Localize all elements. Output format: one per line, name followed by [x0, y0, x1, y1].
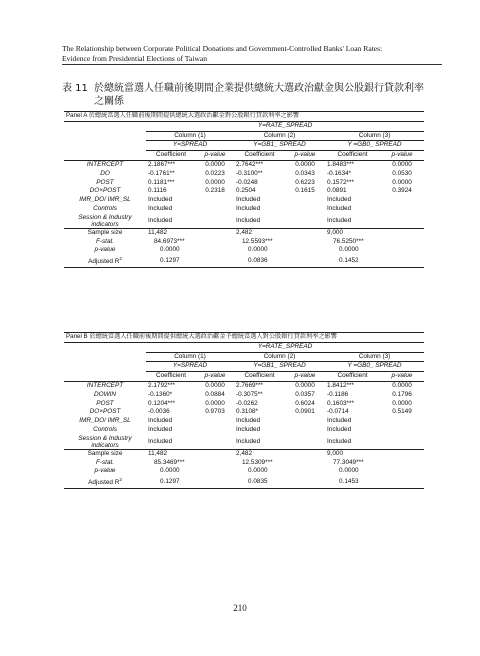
running-header [62, 44, 442, 65]
p-value-cell: 0.0000 [392, 381, 412, 389]
stat-value: 11,482 [148, 228, 168, 236]
stat-value: 0.0000 [160, 467, 180, 475]
coefficient-cell: Included [327, 204, 352, 212]
coefficient-cell: Included [327, 425, 352, 433]
p-value-cell: 0.0000 [392, 178, 412, 186]
coefficient-cell: Included [148, 196, 173, 204]
p-value-cell: 0.0530 [392, 169, 412, 177]
coefficient-cell: -0.0248 [236, 178, 258, 186]
table-row [64, 170, 424, 179]
table-row [64, 400, 424, 409]
coefficient-cell: 2.1792*** [148, 381, 176, 389]
table-row [64, 187, 424, 196]
p-value-cell: 0.5149 [392, 408, 412, 416]
stat-value: 0.0835 [234, 476, 325, 488]
coefficient-cell: Included [146, 435, 196, 450]
panel-b-table [64, 332, 424, 489]
p-value-cell [196, 205, 234, 214]
table-row [64, 205, 424, 214]
coefficient-cell: 0.3108* [236, 408, 259, 416]
sample-size-row [64, 449, 424, 458]
p-value-cell [285, 426, 325, 435]
p-value-cell [196, 196, 234, 205]
coefficient-cell: -0.1186 [327, 390, 349, 398]
coefficient-cell: Included [234, 214, 285, 229]
stat-value: 76.5250*** [333, 237, 364, 245]
stat-value: 0.0000 [339, 467, 359, 475]
stat-label-text: p-value [94, 246, 116, 254]
p-value-cell [285, 205, 325, 214]
table-row [64, 179, 424, 188]
coefficient-cell: 0.1116 [148, 187, 167, 195]
header-line-2: Evidence from Presidential Elections of Taiwan [62, 54, 442, 66]
stat-header: p-value [196, 372, 234, 382]
stat-label [64, 449, 146, 458]
p-value-cell [285, 214, 325, 229]
stat-header: p-value [380, 372, 424, 382]
row-label: DOWIN [93, 390, 116, 398]
coefficient-cell: Included [148, 425, 173, 433]
model-spec: Y=GB1_ SPREAD [234, 362, 325, 372]
p-value-cell: 0.0000 [295, 160, 315, 168]
p-value-cell: 0.0000 [205, 399, 225, 407]
coefficient-cell: Included [327, 417, 352, 425]
p-value-cell [380, 426, 424, 435]
p-value-row [64, 246, 424, 255]
coefficient-cell: 0.1603*** [327, 399, 355, 407]
p-value-cell: 0.0223 [205, 169, 225, 177]
coefficient-cell: 0.1204*** [148, 399, 176, 407]
p-value-cell [196, 426, 234, 435]
stat-value: 0.0000 [339, 246, 359, 254]
p-value-cell [380, 196, 424, 205]
stat-label [64, 255, 146, 267]
row-label: DO [100, 169, 110, 177]
row-label: IMR_DO/ IMR_SL [79, 417, 131, 425]
coefficient-cell: -0.0036 [148, 408, 170, 416]
stat-header: p-value [285, 151, 325, 161]
f-stat-row [64, 238, 424, 247]
p-value-cell: 0.0901 [295, 408, 315, 416]
coefficient-cell: -0.3100** [236, 169, 263, 177]
coefficient-cell: 0.1181*** [148, 178, 175, 186]
stat-label-text: Sample size [87, 228, 123, 236]
row-label: Session & Industry indicators [64, 214, 146, 229]
stat-value: 0.0000 [160, 246, 180, 254]
stat-value: 85.3469*** [154, 458, 185, 466]
p-value-cell: 0.0343 [295, 169, 315, 177]
table-row [64, 417, 424, 426]
stat-value: 0.1297 [146, 476, 234, 488]
superscript: 2 [119, 477, 122, 483]
coefficient-cell: Included [236, 204, 261, 212]
p-value-cell: 0.0000 [205, 160, 225, 168]
coefficient-cell: -0.1761** [148, 169, 175, 177]
coefficient-cell: Included [236, 425, 261, 433]
coefficient-cell: 2.7669*** [236, 381, 264, 389]
stat-label [64, 467, 146, 476]
stat-value: 2,482 [236, 449, 252, 457]
adjusted-r2-row [64, 476, 424, 488]
table-row [64, 408, 424, 417]
table-row [64, 214, 424, 229]
p-value-cell [380, 417, 424, 426]
row-label: DO×POST [89, 408, 121, 416]
table-title-line-2: 之關係 [94, 96, 124, 107]
p-value-cell [285, 196, 325, 205]
row-label: INTERCEPT [86, 160, 124, 168]
stat-label [64, 476, 146, 488]
p-value-cell [196, 417, 234, 426]
sample-size-row [64, 228, 424, 237]
column-header: Column (1) [174, 131, 206, 139]
stat-header: p-value [380, 151, 424, 161]
stat-value: 9,000 [327, 449, 343, 457]
stat-label-text: Adjusted R [88, 258, 120, 266]
stat-label-text: Sample size [87, 449, 123, 457]
coefficient-cell: -0.1360* [148, 390, 173, 398]
stat-label-text: p-value [94, 467, 116, 475]
coefficient-cell: 0.0891 [327, 187, 347, 195]
stat-value: 0.1297 [146, 255, 234, 267]
stat-value: 9,000 [327, 228, 343, 236]
stat-value: 0.1453 [325, 476, 424, 488]
stat-header: Coefficient [325, 372, 380, 382]
panel-title: Panel A 於總統當選人任職前後期間提供總統大選政治獻金對公股銀行貸款利率之影響 [64, 112, 424, 122]
model-spec: Y=SPREAD [146, 362, 234, 372]
p-value-cell: 0.9703 [205, 408, 225, 416]
row-label: IMR_DO/ IMR_SL [79, 196, 131, 204]
stat-header: Coefficient [146, 372, 196, 382]
stat-value: 77.3049*** [333, 458, 364, 466]
row-label: POST [96, 399, 114, 407]
stat-value: 84.6973*** [154, 237, 185, 245]
p-value-cell: 0.0000 [205, 381, 225, 389]
stat-value: 2,482 [236, 228, 252, 236]
coefficient-cell: 1.8483*** [327, 160, 355, 168]
stat-label-text: F-stat. [95, 458, 115, 466]
coefficient-cell: 2.7642*** [236, 160, 264, 168]
coefficient-cell: Included [325, 214, 380, 229]
stat-header: p-value [285, 372, 325, 382]
p-value-cell [285, 417, 325, 426]
coefficient-cell: Included [146, 214, 196, 229]
stat-header: Coefficient [234, 372, 285, 382]
stat-value: 11,482 [148, 449, 168, 457]
table-row [64, 160, 424, 169]
f-stat-row [64, 459, 424, 468]
stat-label [64, 228, 146, 237]
coefficient-cell: 1.8412*** [327, 381, 355, 389]
row-label-blank [64, 372, 146, 382]
stat-value: 0.0000 [248, 246, 268, 254]
p-value-cell [380, 205, 424, 214]
stat-value: 0.0000 [248, 467, 268, 475]
dependent-variable: Y=RATE_SPREAD [146, 342, 424, 352]
stat-label [64, 238, 146, 247]
coefficient-cell: 0.2504 [236, 187, 256, 195]
coefficient-cell: Included [236, 417, 261, 425]
stat-value: 0.0836 [234, 255, 325, 267]
stat-value: 0.1452 [325, 255, 424, 267]
stat-value: 12.5593*** [242, 237, 273, 245]
stat-header: p-value [196, 151, 234, 161]
p-value-cell [380, 435, 424, 450]
p-value-cell: 0.1796 [392, 390, 412, 398]
coefficient-cell: Included [148, 417, 173, 425]
p-value-cell [380, 214, 424, 229]
row-label: DO×POST [89, 187, 121, 195]
coefficient-cell: Included [236, 196, 261, 204]
p-value-cell: 0.2318 [205, 187, 225, 195]
column-header: Column (3) [358, 131, 391, 139]
header-line-1: The Relationship between Corporate Political Donations and Government-Controlled Banks' Loan Rates: [62, 44, 383, 53]
row-label: Session & Industry indicators [64, 435, 146, 450]
model-spec: Y =GB0_ SPREAD [325, 362, 424, 372]
row-label: POST [96, 178, 114, 186]
adjusted-r2-row [64, 255, 424, 267]
dependent-variable: Y=RATE_SPREAD [146, 121, 424, 131]
stat-label [64, 246, 146, 255]
p-value-cell: 0.0884 [205, 390, 225, 398]
stat-label [64, 459, 146, 468]
table-row [64, 435, 424, 450]
table-row [64, 426, 424, 435]
model-spec: Y =GB0_ SPREAD [325, 141, 424, 151]
table-number: 表 11 [62, 83, 88, 94]
p-value-cell: 0.0357 [295, 390, 315, 398]
table-row [64, 391, 424, 400]
coefficient-cell: 0.1572*** [327, 178, 355, 186]
p-value-cell [196, 214, 234, 229]
row-label: Controls [93, 425, 117, 433]
model-spec: Y=SPREAD [146, 141, 234, 151]
coefficient-cell: Included [148, 204, 173, 212]
panel-a-table [64, 111, 424, 268]
column-header: Column (2) [263, 352, 296, 360]
coefficient-cell: Included [325, 435, 380, 450]
table-row [64, 381, 424, 390]
p-value-cell: 0.6223 [295, 178, 315, 186]
coefficient-cell: -0.0262 [236, 399, 258, 407]
stat-value: 12.5309*** [242, 458, 273, 466]
model-spec: Y=GB1_ SPREAD [234, 141, 325, 151]
column-header: Column (2) [263, 131, 296, 139]
stat-header: Coefficient [325, 151, 380, 161]
superscript: 2 [119, 256, 122, 262]
panel-title: Panel B 於總統當選人任職前後期間提供總統大選政治獻金予總統當選人對公股銀行貸款利率之影響 [64, 333, 424, 343]
table-title [62, 82, 442, 108]
row-label: INTERCEPT [86, 381, 124, 389]
row-label-blank [64, 151, 146, 161]
coefficient-cell: Included [327, 196, 352, 204]
p-value-cell: 0.6024 [295, 399, 315, 407]
stat-header: Coefficient [234, 151, 285, 161]
p-value-cell: 0.0000 [295, 381, 315, 389]
p-value-cell: 0.0000 [392, 160, 412, 168]
p-value-cell: 0.0000 [392, 399, 412, 407]
p-value-cell: 0.3924 [392, 187, 412, 195]
table-title-line-1: 於總統當選人任職前後期間企業提供總統大選政治獻金與公股銀行貸款利率 [94, 83, 424, 94]
table-row [64, 196, 424, 205]
coefficient-cell: -0.1634* [327, 169, 352, 177]
coefficient-cell: 2.1867*** [148, 160, 176, 168]
p-value-cell [196, 435, 234, 450]
p-value-cell [285, 435, 325, 450]
coefficient-cell: -0.3075** [236, 390, 263, 398]
page-number: 210 [233, 603, 247, 613]
column-header: Column (1) [174, 352, 206, 360]
stat-label-text: F-stat. [95, 237, 115, 245]
p-value-row [64, 467, 424, 476]
p-value-cell: 0.0000 [205, 178, 225, 186]
row-label: Controls [93, 204, 117, 212]
p-value-cell: 0.1615 [295, 187, 315, 195]
stat-header: Coefficient [146, 151, 196, 161]
coefficient-cell: Included [234, 435, 285, 450]
coefficient-cell: -0.0714 [327, 408, 349, 416]
column-header: Column (3) [358, 352, 391, 360]
stat-label-text: Adjusted R [88, 479, 120, 487]
